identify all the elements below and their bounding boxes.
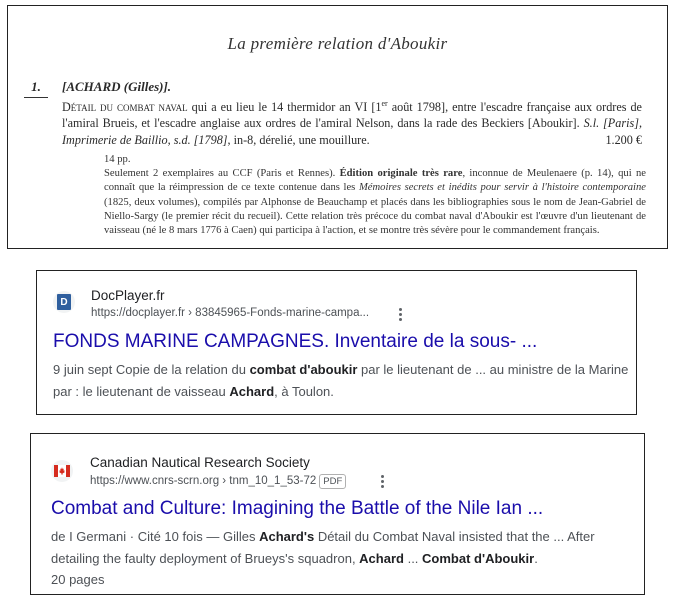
- page-count: 20 pages: [51, 572, 105, 587]
- desc-part-2: août 1798], entre l'escadre française aux ordres de l'amiral Brueis, et l'escadre anglaise aux ordres de l'amiral Nelson, dans la rade des Beckiers [Aboukir].: [62, 99, 642, 131]
- catalog-entry: [62, 79, 642, 148]
- note-part-3: (1825, deux volumes), compilés par Alphonse de Beauchamp et placés dans les bibliographies sous le nom de Jean-Gabriel de Niello-Sargy (le premier récit du recueil). Cette relation très précoce du combat naval d'Aboukir est l'œuvre d'un lieutenant de vaisseau (né le 8 mars 1776 à Caen) qui participa à l'action, et se montre très sévère pour le commandement français.: [104, 196, 646, 237]
- snippet-highlight: Achard: [359, 551, 404, 566]
- snippet-text: , à Toulon.: [274, 384, 334, 399]
- site-url[interactable]: [90, 474, 346, 489]
- canada-flag-icon: [54, 465, 70, 477]
- format: , in-8, dérelié, une mouillure.: [227, 132, 370, 147]
- note-part-1: Seulement 2 exemplaires au CCF (Paris et Rennes).: [104, 168, 340, 180]
- note-italic: Mémoires secrets et inédits pour servir à l'histoire contemporaine: [358, 182, 646, 194]
- snippet-text: par le lieutenant de ... au ministre de la Marine par : le lieutenant de vaisseau: [53, 362, 629, 399]
- snippet-text: de I Germani · Cité 10 fois — Gilles: [51, 529, 260, 544]
- search-result-cnrs: [30, 433, 645, 595]
- search-result-docplayer: [36, 270, 637, 415]
- site-name[interactable]: DocPlayer.fr: [91, 288, 165, 303]
- author: [ACHARD (Gilles)].: [62, 79, 172, 94]
- imprint: S.l. [Paris], Imprimerie de Baillio, s.d. [1798]: [62, 116, 642, 147]
- snippet-text: Détail du Combat Naval insisted that the ... After detailing the faulty deployment of Brueys's squadron,: [51, 529, 595, 566]
- result-title-link[interactable]: FONDS MARINE CAMPAGNES. Inventaire de la sous- ...: [53, 331, 538, 352]
- result-title-link[interactable]: Combat and Culture: Imagining the Battle of the Nile Ian ...: [51, 498, 544, 519]
- catalog-notes: [104, 153, 646, 238]
- more-options-icon[interactable]: [399, 308, 403, 324]
- site-name[interactable]: Canadian Nautical Research Society: [90, 455, 310, 470]
- lot-number: 1.: [24, 79, 48, 98]
- result-snippet: [53, 359, 629, 403]
- description: [62, 96, 642, 149]
- catalog-heading: La première relation d'Aboukir: [227, 34, 448, 53]
- snippet-text: ...: [403, 551, 423, 566]
- more-options-icon[interactable]: [381, 475, 385, 491]
- page-count: 14 pp.: [104, 154, 131, 165]
- snippet-highlight: Achard's: [259, 529, 315, 544]
- note-part-2: , inconnue de Meulenaere (p. 14), qui ne connaît que la réimpression de ce texte contenue dans les: [104, 168, 646, 194]
- site-favicon: [53, 291, 75, 313]
- note-text: [104, 167, 646, 238]
- site-favicon: [51, 460, 73, 482]
- desc-superscript: er: [381, 98, 388, 108]
- result-snippet: [51, 526, 641, 570]
- snippet-text: .: [534, 551, 538, 566]
- snippet-highlight: combat d'aboukir: [249, 362, 358, 377]
- snippet-text: 9 juin sept Copie de la relation du: [53, 362, 250, 377]
- snippet-highlight: Achard: [229, 384, 275, 399]
- price: 1.200 €: [605, 132, 642, 147]
- note-bold: Édition originale très rare: [339, 168, 463, 180]
- docplayer-icon: D: [57, 294, 71, 310]
- pdf-badge: PDF: [319, 474, 346, 489]
- book-title: Détail du combat naval: [62, 99, 188, 114]
- catalog-excerpt: [7, 5, 668, 249]
- site-url[interactable]: https://docplayer.fr › 83845965-Fonds-marine-campa...: [91, 307, 370, 319]
- url-text[interactable]: https://www.cnrs-scrn.org › tnm_10_1_53-72: [90, 475, 317, 487]
- snippet-highlight: Combat d'Aboukir: [422, 551, 535, 566]
- desc-part-1: qui a eu lieu le 14 thermidor an VI [1: [187, 99, 382, 114]
